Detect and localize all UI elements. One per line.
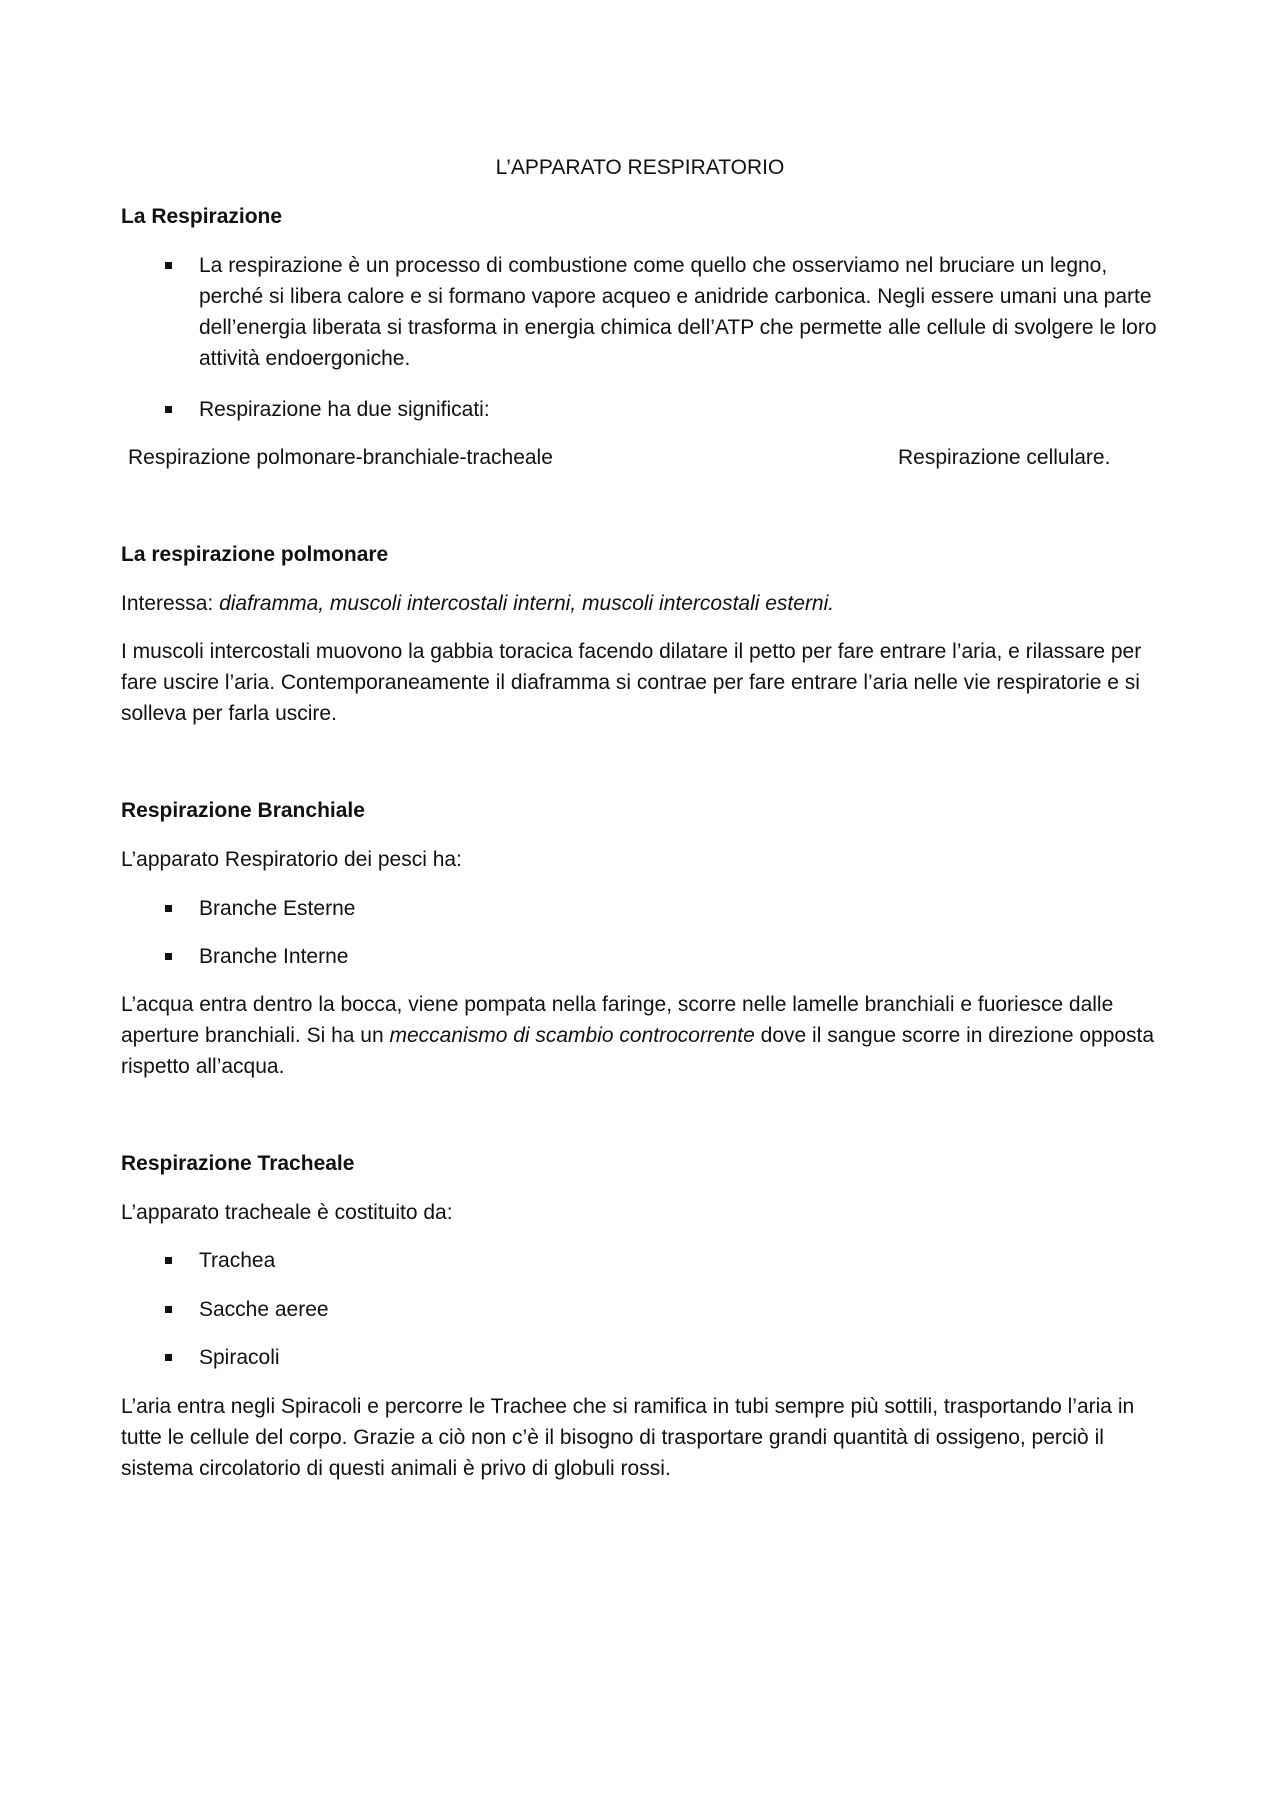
paragraph-acqua-branchie: L’acqua entra dentro la bocca, viene pompata nella faringe, scorre nelle lamelle branchiali e fuoriesce dalle aperture branchiali. Si ha un meccanismo di scambio controcorrente dove il sangue scorre in direzione opposta rispetto all’acqua. bbox=[121, 993, 1155, 1078]
list-item: Branche Interne bbox=[199, 945, 349, 968]
branchiale-intro: L’apparato Respiratorio dei pesci ha: bbox=[121, 848, 462, 871]
bullet-marker bbox=[165, 406, 172, 413]
bullet-respirazione-combustione: La respirazione è un processo di combustione come quello che osserviamo nel bruciare un legno, perché si libera calore e si formano vapore acqueo e anidride carbonica. Negli essere umani una parte dell’energia liberata si trasforma in energia chimica dell’ATP che permette alle cellule di svolgere le loro attività endoergoniche. bbox=[199, 254, 1157, 370]
bullet-marker bbox=[165, 1354, 172, 1361]
meaning-polmonare: Respirazione polmonare-branchiale-tracheale bbox=[128, 446, 553, 469]
bullet-marker bbox=[165, 1306, 172, 1313]
heading-respirazione-tracheale: Respirazione Tracheale bbox=[121, 1152, 355, 1175]
document-title: L’APPARATO RESPIRATORIO bbox=[495, 156, 785, 179]
paragraph-aria-spiracoli: L’aria entra negli Spiracoli e percorre le Trachee che si ramifica in tubi sempre più sottili, trasportando l’aria in tutte le cellule del corpo. Grazie a ciò non c’è il bisogno di trasportare grandi quantità di ossigeno, perciò il sistema circolatorio di questi animali è privo di globuli rossi. bbox=[121, 1395, 1135, 1480]
bullet-marker bbox=[165, 1257, 172, 1264]
bullet-due-significati: Respirazione ha due significati: bbox=[199, 398, 490, 421]
list-item: Trachea bbox=[199, 1249, 276, 1272]
interessa-items: diaframma, muscoli intercostali interni, muscoli intercostali esterni. bbox=[219, 592, 835, 615]
meccanismo-controcorrente: meccanismo di scambio controcorrente bbox=[389, 1024, 755, 1047]
meaning-cellulare: Respirazione cellulare. bbox=[898, 446, 1111, 469]
heading-la-respirazione: La Respirazione bbox=[121, 205, 283, 228]
bullet-marker bbox=[165, 905, 172, 912]
interessa-line bbox=[121, 588, 834, 619]
bullet-marker bbox=[165, 262, 172, 269]
heading-respirazione-polmonare: La respirazione polmonare bbox=[121, 543, 389, 566]
list-item: Sacche aeree bbox=[199, 1298, 329, 1321]
list-item: Spiracoli bbox=[199, 1346, 280, 1369]
tracheale-intro: L’apparato tracheale è costituito da: bbox=[121, 1201, 453, 1224]
list-item: Branche Esterne bbox=[199, 897, 356, 920]
interessa-label: Interessa: bbox=[121, 592, 220, 615]
bullet-marker bbox=[165, 953, 172, 960]
paragraph-muscoli-intercostali: I muscoli intercostali muovono la gabbia toracica facendo dilatare il petto per fare entrare l’aria, e rilassare per fare uscire l’aria. Contemporaneamente il diaframma si contrae per fare entrare l’aria nelle vie respiratorie e si solleva per farla uscire. bbox=[121, 640, 1142, 725]
heading-respirazione-branchiale: Respirazione Branchiale bbox=[121, 799, 365, 822]
